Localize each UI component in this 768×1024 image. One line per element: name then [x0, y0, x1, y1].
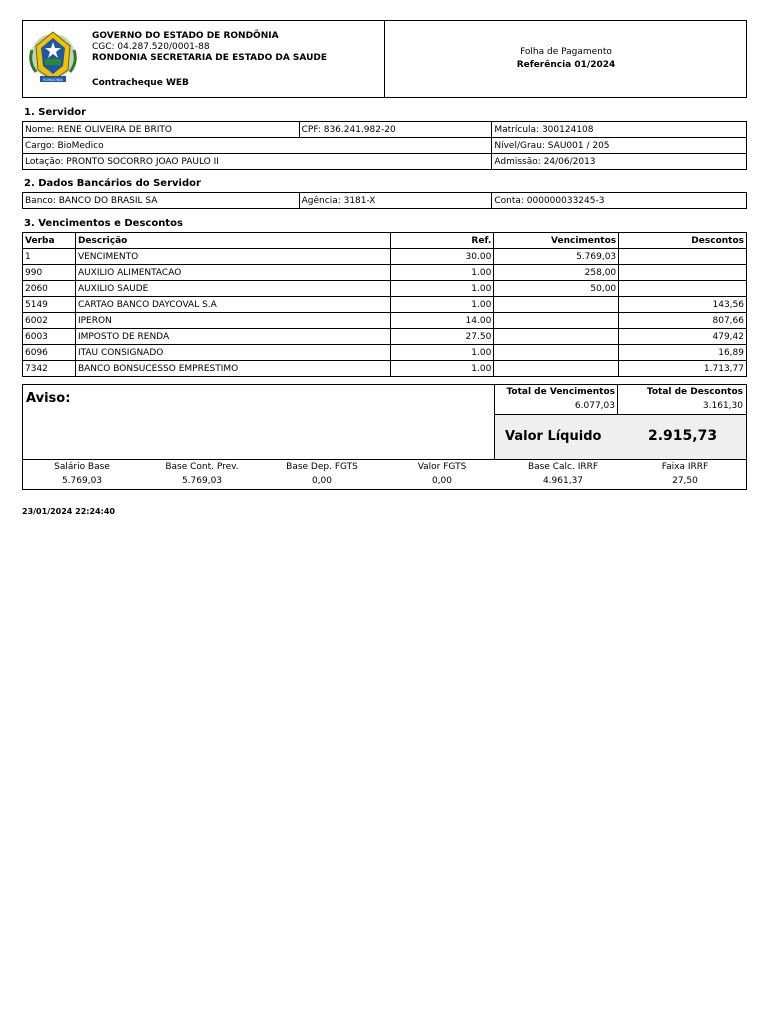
- state-crest-logo: [28, 26, 78, 88]
- cell-ref: 1.00: [390, 345, 494, 361]
- table-row: [23, 265, 747, 281]
- servidor-table: [22, 121, 747, 170]
- reference: Referência 01/2024: [516, 60, 616, 70]
- total-desc-label: Total de Descontos: [646, 387, 743, 397]
- cell-venc: [494, 329, 619, 345]
- cell-descricao: ITAU CONSIGNADO: [75, 345, 390, 361]
- cell-descricao: CARTAO BANCO DAYCOVAL S.A: [75, 297, 390, 313]
- section-servidor-title: 1. Servidor: [24, 107, 87, 118]
- cell-ref: 27.50: [390, 329, 494, 345]
- col-vencimentos: Vencimentos: [494, 233, 619, 249]
- table-row: [23, 329, 747, 345]
- cell-verba: 990: [23, 265, 76, 281]
- table-row: [23, 313, 747, 329]
- servidor-cargo: Cargo: BioMedico: [23, 138, 492, 154]
- cell-desc: 16,89: [619, 345, 747, 361]
- org-name: RONDONIA SECRETARIA DE ESTADO DA SAUDE: [92, 53, 328, 63]
- header-divider: [384, 20, 385, 98]
- base-value: 5.769,03: [61, 476, 103, 486]
- bases-hline: [22, 459, 747, 460]
- cell-desc: [619, 281, 747, 297]
- base-label: Base Calc. IRRF: [527, 462, 599, 472]
- table-row: [23, 345, 747, 361]
- liquido-value: 2.915,73: [648, 428, 718, 444]
- col-descontos: Descontos: [619, 233, 747, 249]
- doc-type: Folha de Pagamento: [520, 47, 612, 57]
- col-verba: Verba: [23, 233, 76, 249]
- section-bancarios-title: 2. Dados Bancários do Servidor: [24, 178, 201, 189]
- cell-ref: 1.00: [390, 281, 494, 297]
- svg-text:RONDÔNIA: RONDÔNIA: [43, 78, 63, 82]
- cell-desc: [619, 249, 747, 265]
- cell-verba: 6002: [23, 313, 76, 329]
- cell-desc: 1.713,77: [619, 361, 747, 377]
- cell-ref: 1.00: [390, 297, 494, 313]
- system-name: Contracheque WEB: [92, 78, 189, 88]
- cell-ref: 1.00: [390, 265, 494, 281]
- cell-verba: 2060: [23, 281, 76, 297]
- base-value: 0,00: [431, 476, 453, 486]
- total-desc-value: 3.161,30: [702, 401, 743, 411]
- col-descricao: Descrição: [75, 233, 390, 249]
- emission-timestamp: 23/01/2024 22:24:40: [22, 507, 115, 516]
- servidor-admissao: Admissão: 24/06/2013: [492, 154, 747, 170]
- cell-descricao: VENCIMENTO: [75, 249, 390, 265]
- cell-ref: 1.00: [390, 361, 494, 377]
- banco: Banco: BANCO DO BRASIL SA: [23, 193, 300, 209]
- conta: Conta: 000000033245-3: [492, 193, 747, 209]
- total-venc-label: Total de Vencimentos: [506, 387, 615, 397]
- cgc: CGC: 04.287.520/0001-88: [92, 42, 210, 52]
- table-row: [23, 249, 747, 265]
- cell-desc: [619, 265, 747, 281]
- agencia: Agência: 3181-X: [299, 193, 492, 209]
- base-label: Valor FGTS: [417, 462, 467, 472]
- base-value: 5.769,03: [181, 476, 223, 486]
- liquido-label: Valor Líquido: [505, 429, 602, 444]
- base-label: Faixa IRRF: [661, 462, 709, 472]
- base-value: 4.961,37: [542, 476, 584, 486]
- total-venc-value: 6.077,03: [574, 401, 615, 411]
- gov-name: GOVERNO DO ESTADO DE RONDÔNIA: [92, 31, 279, 41]
- cell-ref: 30.00: [390, 249, 494, 265]
- cell-desc: 479,42: [619, 329, 747, 345]
- cell-venc: [494, 313, 619, 329]
- base-value: 27,50: [672, 476, 698, 486]
- col-ref: Ref.: [390, 233, 494, 249]
- table-row: [23, 297, 747, 313]
- cell-verba: 6003: [23, 329, 76, 345]
- cell-venc: 5.769,03: [494, 249, 619, 265]
- servidor-nivel: Nível/Grau: SAU001 / 205: [492, 138, 747, 154]
- base-label: Base Dep. FGTS: [286, 462, 358, 472]
- base-label: Base Cont. Prev.: [165, 462, 239, 472]
- cell-descricao: BANCO BONSUCESSO EMPRESTIMO: [75, 361, 390, 377]
- section-vencimentos-title: 3. Vencimentos e Descontos: [24, 218, 183, 229]
- cell-verba: 7342: [23, 361, 76, 377]
- base-label: Salário Base: [54, 462, 110, 472]
- aviso-label: Aviso:: [26, 391, 71, 406]
- cell-desc: 807,66: [619, 313, 747, 329]
- cell-verba: 5149: [23, 297, 76, 313]
- table-row: [23, 281, 747, 297]
- cell-venc: [494, 297, 619, 313]
- servidor-lotacao: Lotação: PRONTO SOCORRO JOAO PAULO II: [23, 154, 492, 170]
- servidor-matricula: Matrícula: 300124108: [492, 122, 747, 138]
- cell-desc: 143,56: [619, 297, 747, 313]
- table-row: [23, 361, 747, 377]
- cell-venc: [494, 361, 619, 377]
- servidor-nome: Nome: RENE OLIVEIRA DE BRITO: [23, 122, 300, 138]
- cell-ref: 14.00: [390, 313, 494, 329]
- cell-descricao: IPERON: [75, 313, 390, 329]
- cell-descricao: AUXILIO SAUDE: [75, 281, 390, 297]
- cell-descricao: IMPOSTO DE RENDA: [75, 329, 390, 345]
- cell-verba: 1: [23, 249, 76, 265]
- cell-descricao: AUXILIO ALIMENTACAO: [75, 265, 390, 281]
- cell-venc: [494, 345, 619, 361]
- cell-venc: 50,00: [494, 281, 619, 297]
- bancarios-table: [22, 192, 747, 209]
- vencimentos-table: [22, 232, 747, 377]
- cell-verba: 6096: [23, 345, 76, 361]
- servidor-cpf: CPF: 836.241.982-20: [299, 122, 492, 138]
- base-value: 0,00: [311, 476, 333, 486]
- cell-venc: 258,00: [494, 265, 619, 281]
